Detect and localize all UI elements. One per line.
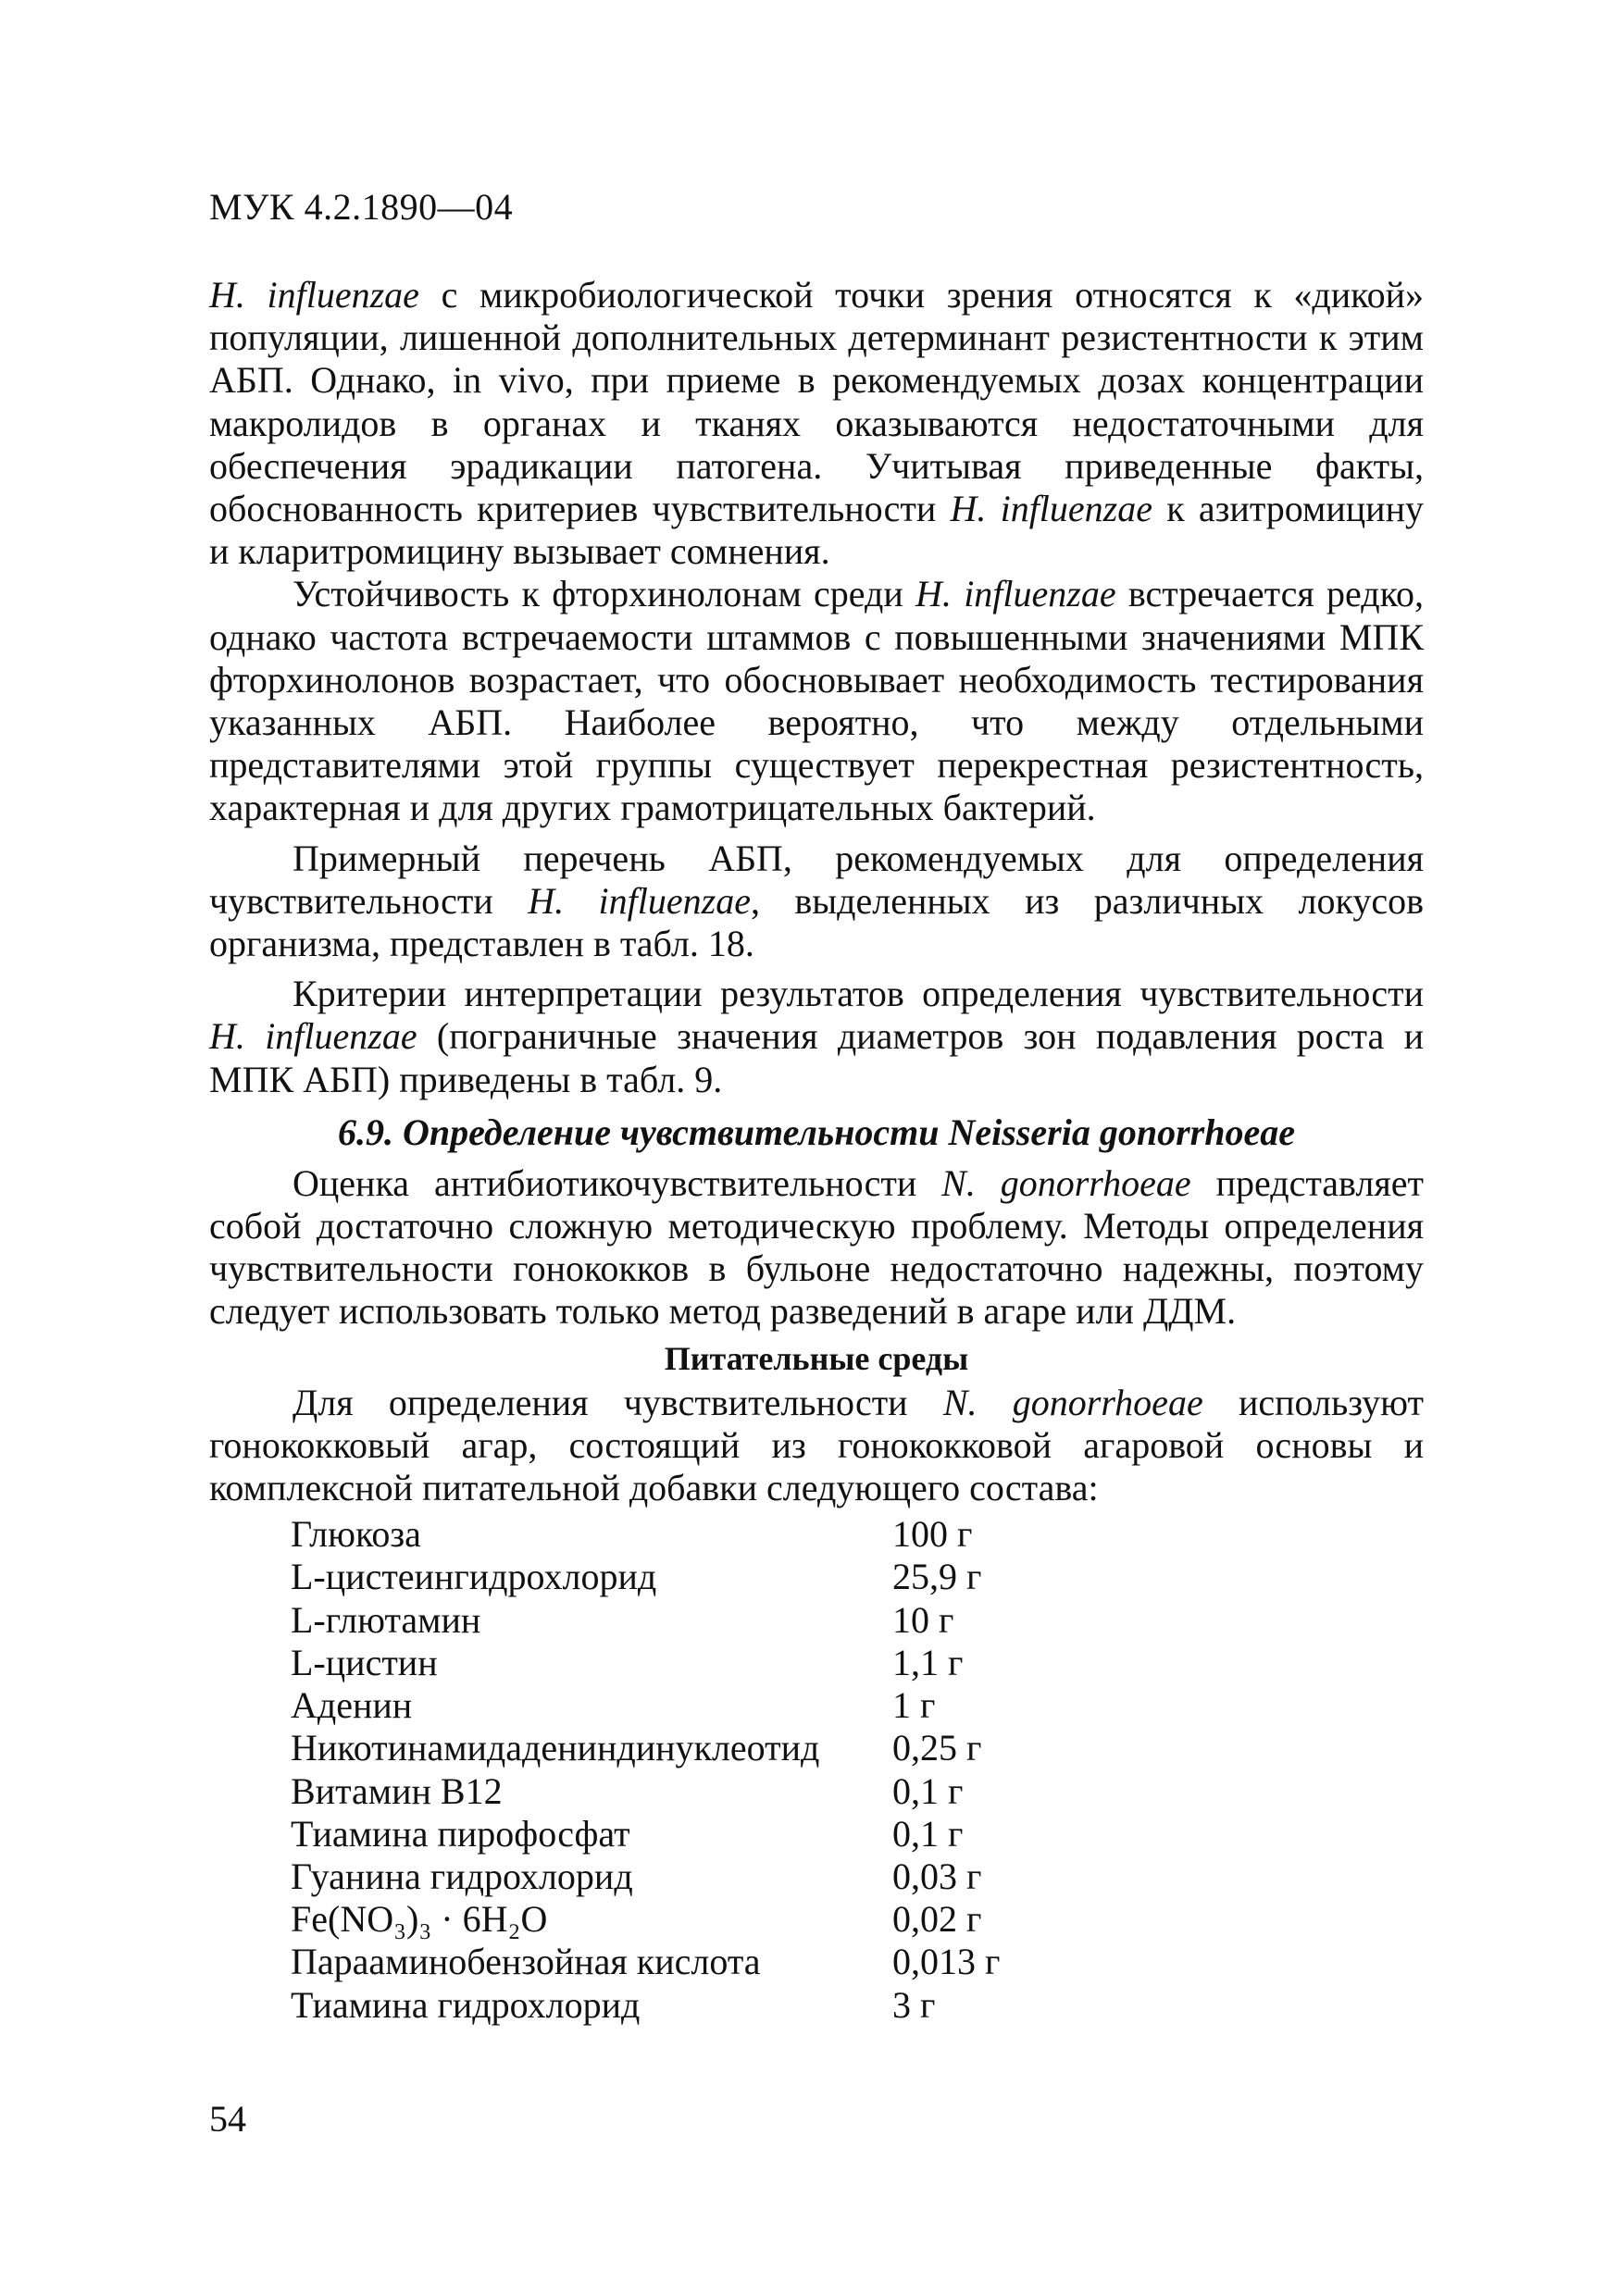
ingredient-quantity: 0,02 г xyxy=(892,1898,982,1941)
species-name: H. influenzae xyxy=(209,1015,417,1058)
ingredient-name: Гуанина гидрохлорид xyxy=(291,1855,633,1897)
species-name: H. influenzae xyxy=(915,573,1116,615)
ingredient-quantity: 1,1 г xyxy=(892,1641,964,1683)
ingredient-name: Витамин В12 xyxy=(291,1769,503,1812)
table-row xyxy=(291,1599,1000,1642)
table-row xyxy=(291,1684,1000,1727)
paragraph-5: Оценка антибиотикочувствительности N. gonorrhoeae представляет собой достаточно сложную методическую проблему. Методы определения чувствительности гонококков в бульоне недостаточно надежны, поэтому следует использовать только метод разведений в агаре или ДДМ. xyxy=(209,1161,1424,1333)
paragraph-6: Для определения чувствительности N. gonorrhoeae используют гонококковый агар, состоящий из гонококковой агаровой основы и комплексной питательной добавки следующего состава: xyxy=(209,1381,1424,1509)
species-name: H. influenzae xyxy=(209,274,419,316)
table-row xyxy=(291,1941,1000,1983)
ingredient-quantity: 10 г xyxy=(892,1598,954,1641)
paragraph-1: H. influenzae с микробиологической точки зрения относятся к «дикой» популяции, лишенной дополнительных детерминант резистентности к этим АБП. Однако, in vivo, при приеме в рекомендуемых дозах концентрации макролидов в органах и тканях оказываются недостаточными для обеспечения эрадикации патогена. Учитывая приведенные факты, обоснованность критериев чувствительности H. influenzae к азитромицину и кларитромицину вызывает сомнения. xyxy=(209,274,1424,573)
table-row xyxy=(291,1642,1000,1684)
ingredient-quantity: 25,9 г xyxy=(892,1556,982,1598)
ingredient-quantity: 0,03 г xyxy=(892,1855,982,1897)
body-text xyxy=(209,274,1424,2027)
table-row xyxy=(291,1813,1000,1855)
ingredient-quantity: 0,25 г xyxy=(892,1727,982,1769)
species-name: N. gonorrhoeae xyxy=(942,1381,1203,1423)
section-heading: 6.9. Определение чувствительности Neisseria gonorrhoeae xyxy=(338,1111,1295,1153)
ingredient-name: Глюкоза xyxy=(291,1513,421,1556)
page-number: 54 xyxy=(209,2098,246,2140)
ingredient-quantity: 1 г xyxy=(892,1684,936,1727)
ingredient-quantity: 0,1 г xyxy=(892,1812,964,1855)
subsection-heading: Питательные среды xyxy=(664,1339,969,1377)
species-name: H. influenzae xyxy=(950,488,1152,530)
ingredient-quantity: 3 г xyxy=(892,1983,936,2026)
ingredient-name: L-глютамин xyxy=(291,1598,481,1641)
species-name: N. gonorrhoeae xyxy=(941,1161,1191,1204)
ingredient-name: L-цистин xyxy=(291,1641,438,1683)
paragraph-3: Примерный перечень АБП, рекомендуемых для определения чувствительности H. influenzae, выделенных из различных локусов организма, представлен в табл. 18. xyxy=(209,837,1424,965)
running-header: МУК 4.2.1890—04 xyxy=(209,186,514,228)
table-row xyxy=(291,1513,1000,1556)
table-row xyxy=(291,1855,1000,1898)
composition-table xyxy=(291,1513,1000,2026)
table-row xyxy=(291,1898,1000,1941)
ingredient-quantity: 0,1 г xyxy=(892,1769,964,1812)
table-row xyxy=(291,1984,1000,2027)
ingredient-name: Тиамина гидрохлорид xyxy=(291,1983,641,2026)
table-row xyxy=(291,1727,1000,1769)
ingredient-name: Аденин xyxy=(291,1684,413,1727)
ingredient-name: Fe(NO₃)₃ · 6H₂O xyxy=(291,1898,548,1941)
species-name: H. influenzae xyxy=(528,879,751,922)
paragraph-2: Устойчивость к фторхинолонам среди H. influenzae встречается редко, однако частота встречаемости штаммов с повышенными значениями МПК фторхинолонов возрастает, что обосновывает необходимость тестирования указанных АБП. Наиболее вероятно, что между отдельными представителями этой группы существует перекрестная резистентность, характерная и для других грамотрицательных бактерий. xyxy=(209,573,1424,829)
table-row xyxy=(291,1556,1000,1598)
ingredient-name: Никотинамидадениндинуклеотид xyxy=(291,1727,820,1769)
ingredient-quantity: 0,013 г xyxy=(892,1941,1001,1983)
ingredient-name: Тиамина пирофосфат xyxy=(291,1812,630,1855)
table-row xyxy=(291,1770,1000,1813)
paragraph-4: Критерии интерпретации результатов определения чувствительности H. influenzae (пограничные значения диаметров зон подавления роста и МПК АБП) приведены в табл. 9. xyxy=(209,973,1424,1100)
ingredient-name: Парааминобензойная кислота xyxy=(291,1941,761,1983)
ingredient-quantity: 100 г xyxy=(892,1513,973,1556)
ingredient-name: L-цистеингидрохлорид xyxy=(291,1556,657,1598)
